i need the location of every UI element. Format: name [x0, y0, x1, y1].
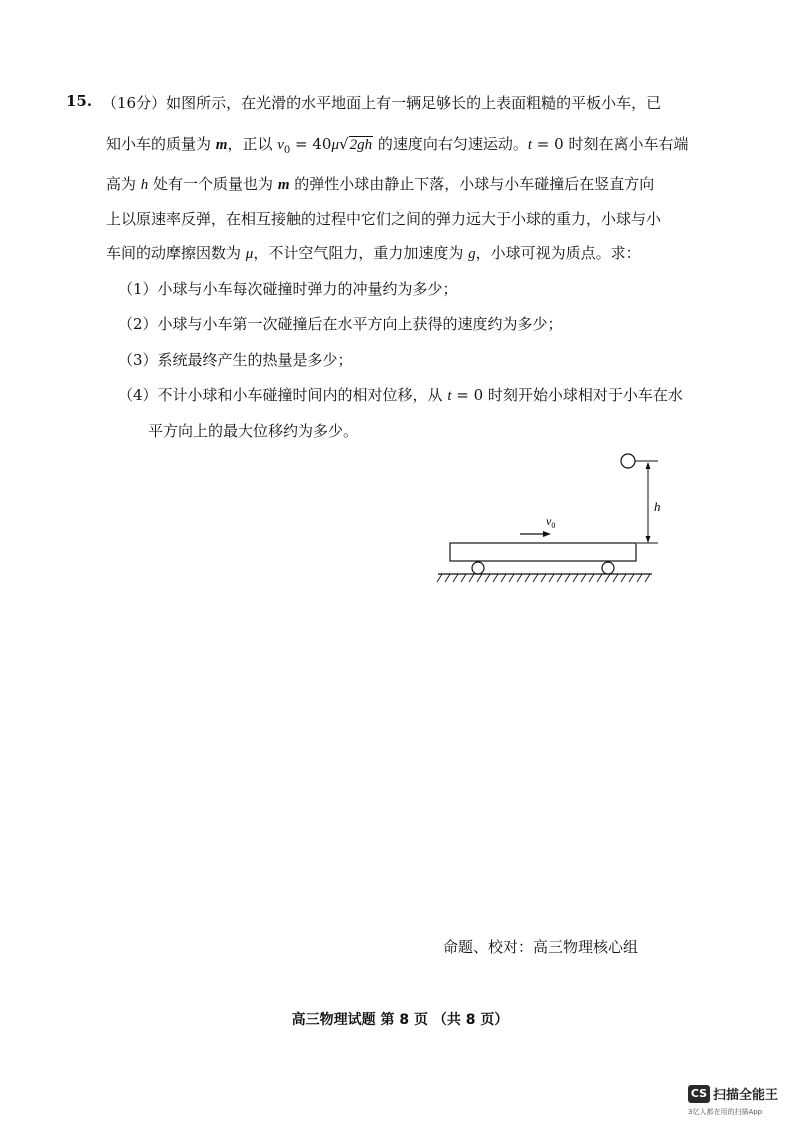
scanner-tagline: 3亿人都在用的扫描App — [688, 1108, 763, 1116]
ball — [621, 454, 635, 468]
height-arrow-top — [646, 462, 651, 469]
velocity-label: $v_0$ — [546, 514, 556, 530]
page-footer: 高三物理试题 第 8 页 （共 8 页） — [291, 1012, 509, 1028]
ground-hatching — [437, 574, 650, 582]
var-m: m — [215, 137, 228, 153]
question-line-4: 上以原速率反弹，在相互接触的过程中它们之间的弹力远大于小球的重力，小球与小 — [106, 210, 662, 228]
scanner-watermark — [688, 1083, 779, 1116]
scanner-name: 扫描全能王 — [713, 1088, 779, 1103]
cart-body — [450, 543, 636, 561]
question-line-1: （16分）如图所示，在光滑的水平地面上有一辆足够长的上表面粗糙的平板小车，已 — [102, 94, 662, 112]
sqrt-2gh: 2gh — [349, 137, 373, 153]
velocity-arrowhead — [543, 531, 551, 537]
height-arrow-bottom — [646, 536, 651, 543]
sub-question-4: （4）不计小球和小车碰撞时间内的相对位移，从 t = 0 时刻开始小球相对于小车在水 — [118, 386, 683, 404]
cart-wheel-right — [602, 562, 614, 574]
question-line-2: 知小车的质量为 m，正以 $v_0 = 40\mu√2gh$ 的速度向右匀速运动。t = 0 时刻在离小车右端 — [106, 135, 689, 156]
question-line-3: 高为 h 处有一个质量也为 m 的弹性小球由静止下落，小球与小车碰撞后在竖直方向 — [106, 175, 655, 193]
scanner-logo-icon: CS — [688, 1085, 710, 1103]
physics-diagram — [430, 445, 670, 595]
cart-wheel-left — [472, 562, 484, 574]
question-score: （16分） — [102, 94, 167, 112]
sub-question-1: （1）小球与小车每次碰撞时弹力的冲量约为多少； — [118, 280, 458, 298]
question-line-5: 车间的动摩擦因数为 μ，不计空气阻力，重力加速度为 g，小球可视为质点。求： — [106, 244, 641, 262]
height-label: h — [654, 499, 661, 514]
sub-question-2: （2）小球与小车第一次碰撞后在水平方向上获得的速度约为多少； — [118, 315, 563, 333]
sub-question-4-line-2: 平方向上的最大位移约为多少。 — [148, 422, 359, 440]
credit-line: 命题、校对：高三物理核心组 — [443, 938, 639, 956]
question-number: 15. — [66, 92, 93, 110]
sub-question-3: （3）系统最终产生的热量是多少； — [118, 351, 353, 369]
